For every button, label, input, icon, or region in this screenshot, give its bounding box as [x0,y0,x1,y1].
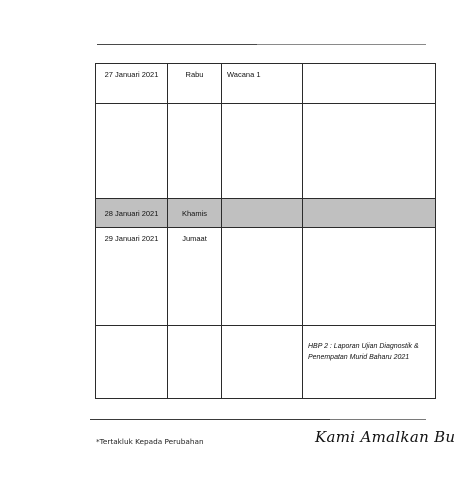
footer-disclaimer: *Tertakluk Kepada Perubahan [96,437,204,446]
schedule-table [95,63,436,399]
footer-divider [90,419,426,420]
note-cell [303,199,436,228]
table-row [96,104,436,199]
day-cell [168,326,222,399]
header-divider [97,44,426,45]
note-cell [303,326,436,399]
date-cell: 29 Januari 2021 [96,228,168,326]
note-cell [303,228,436,326]
activity-cell [222,104,303,199]
activity-cell [222,228,303,326]
date-cell: 27 Januari 2021 [96,64,168,104]
activity-cell [222,326,303,399]
table-row-holiday [96,199,436,228]
day-cell: Jumaat [168,228,222,326]
note-cell [303,104,436,199]
table-row [96,326,436,399]
day-cell [168,104,222,199]
day-cell: Rabu [168,64,222,104]
note-cell [303,64,436,104]
activity-cell: Wacana 1 [222,64,303,104]
date-cell [96,104,168,199]
date-cell [96,326,168,399]
school-motto: Kami Amalkan Bu [315,428,455,446]
date-cell: 28 Januari 2021 [96,199,168,228]
day-cell: Khamis [168,199,222,228]
table-row [96,64,436,104]
activity-cell [222,199,303,228]
hbp-note: HBP 2 : Laporan Ujian Diagnostik & Penempatan Murid Baharu 2021 [308,343,419,361]
table-row [96,228,436,326]
